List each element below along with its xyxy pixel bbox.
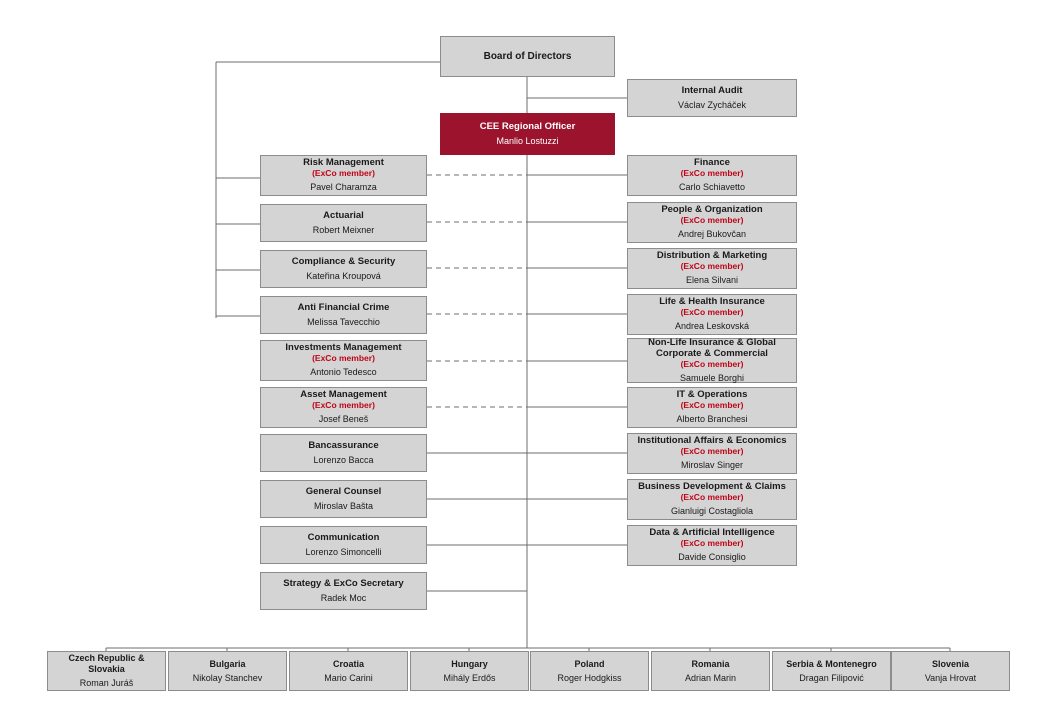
- node-exco-label: (ExCo member): [680, 358, 744, 369]
- node-internal-audit[interactable]: [627, 79, 797, 117]
- node-title: Asset Management: [300, 389, 387, 401]
- node-exco-label: (ExCo member): [312, 400, 375, 411]
- node-person: Robert Meixner: [312, 224, 375, 235]
- node-title: Serbia & Montenegro: [786, 658, 877, 669]
- node-title: CEE Regional Officer: [479, 120, 576, 132]
- node-title: Bancassurance: [308, 439, 379, 451]
- node-person: Manlio Lostuzzi: [496, 135, 559, 146]
- node-life-and-health-insurance[interactable]: [627, 294, 797, 335]
- node-title: Life & Health Insurance: [659, 296, 765, 308]
- node-title: Internal Audit: [681, 84, 743, 96]
- node-person: Roger Hodgkiss: [557, 673, 622, 683]
- node-title: Risk Management: [303, 157, 384, 169]
- node-person: Pavel Charamza: [310, 182, 377, 193]
- node-person: Andrea Leskovská: [674, 321, 750, 332]
- node-exco-label: (ExCo member): [312, 168, 375, 179]
- node-title: General Counsel: [305, 485, 382, 497]
- node-investments-management[interactable]: [260, 340, 427, 381]
- node-compliance-and-security[interactable]: [260, 250, 427, 288]
- node-title: Compliance & Security: [291, 255, 396, 267]
- node-cee-regional-officer[interactable]: [440, 113, 615, 155]
- node-person: Josef Beneš: [318, 414, 369, 425]
- node-country-czech-republic-slovakia[interactable]: [47, 651, 166, 691]
- node-title: Finance: [694, 157, 730, 169]
- node-actuarial[interactable]: [260, 204, 427, 242]
- node-exco-label: (ExCo member): [680, 168, 744, 179]
- node-title: People & Organization: [661, 204, 763, 216]
- node-general-counsel[interactable]: [260, 480, 427, 518]
- node-people-and-organization[interactable]: [627, 202, 797, 243]
- node-institutional-affairs-and-economics[interactable]: [627, 433, 797, 474]
- node-country-poland[interactable]: [530, 651, 649, 691]
- node-exco-label: (ExCo member): [680, 215, 744, 226]
- node-person: Andrej Bukovčan: [677, 229, 747, 240]
- node-risk-management[interactable]: [260, 155, 427, 196]
- node-title: Croatia: [332, 658, 364, 669]
- node-person: Václav Zycháček: [677, 99, 747, 110]
- node-title: Distribution & Marketing: [656, 250, 768, 262]
- node-exco-label: (ExCo member): [312, 353, 375, 364]
- node-title: Institutional Affairs & Economics: [637, 435, 787, 447]
- node-title: Poland: [574, 658, 605, 669]
- node-title: Board of Directors: [483, 50, 572, 62]
- node-title: Non-Life Insurance & Global Corporate & Commercial: [648, 337, 776, 359]
- node-country-slovenia[interactable]: [891, 651, 1010, 691]
- node-title: Strategy & ExCo Secretary: [283, 577, 404, 589]
- node-person: Carlo Schiavetto: [678, 182, 746, 193]
- node-person: Radek Moc: [320, 592, 367, 603]
- node-title: Slovenia: [931, 658, 969, 669]
- node-title: Romania: [691, 658, 730, 669]
- node-person: Davide Consiglio: [678, 552, 746, 563]
- node-board-of-directors[interactable]: [440, 36, 615, 77]
- node-person: Adrian Marin: [684, 673, 737, 683]
- node-person: Mario Carini: [324, 673, 373, 683]
- node-person: Dragan Filipović: [799, 673, 864, 683]
- node-person: Miroslav Singer: [680, 460, 744, 471]
- node-anti-financial-crime[interactable]: [260, 296, 427, 334]
- node-country-hungary[interactable]: [410, 651, 529, 691]
- node-distribution-and-marketing[interactable]: [627, 248, 797, 289]
- node-country-serbia-montenegro[interactable]: [772, 651, 891, 691]
- node-person: Nikolay Stanchev: [192, 673, 263, 683]
- node-title: Czech Republic & Slovakia: [68, 653, 145, 674]
- node-title: Hungary: [451, 658, 488, 669]
- node-country-croatia[interactable]: [289, 651, 408, 691]
- node-data-and-artificial-intelligence[interactable]: [627, 525, 797, 566]
- node-strategy-and-exco-secretary[interactable]: [260, 572, 427, 610]
- node-bancassurance[interactable]: [260, 434, 427, 472]
- node-person: Melissa Tavecchio: [307, 316, 380, 327]
- node-title: Investments Management: [285, 342, 402, 354]
- node-exco-label: (ExCo member): [680, 307, 744, 318]
- node-exco-label: (ExCo member): [680, 492, 744, 503]
- node-title: IT & Operations: [676, 389, 748, 401]
- node-country-bulgaria[interactable]: [168, 651, 287, 691]
- node-person: Miroslav Bašta: [313, 500, 374, 511]
- node-communication[interactable]: [260, 526, 427, 564]
- node-title: Actuarial: [323, 209, 364, 221]
- node-title: Communication: [307, 531, 380, 543]
- node-person: Alberto Branchesi: [676, 414, 748, 425]
- node-exco-label: (ExCo member): [680, 538, 744, 549]
- node-person: Lorenzo Simoncelli: [305, 546, 382, 557]
- node-person: Roman Juráš: [79, 678, 134, 689]
- node-title: Bulgaria: [209, 658, 246, 669]
- node-non-life-insurance-and-global-corporate-and-commercial[interactable]: [627, 338, 797, 383]
- node-asset-management[interactable]: [260, 387, 427, 428]
- node-person: Vanja Hrovat: [924, 673, 977, 683]
- node-title: Data & Artificial Intelligence: [649, 527, 775, 539]
- node-person: Lorenzo Bacca: [313, 454, 374, 465]
- node-person: Kateřina Kroupová: [306, 270, 381, 281]
- node-person: Samuele Borghi: [679, 372, 745, 383]
- node-title: Business Development & Claims: [638, 481, 786, 493]
- node-person: Mihály Erdős: [443, 673, 496, 683]
- node-exco-label: (ExCo member): [680, 261, 744, 272]
- node-finance[interactable]: [627, 155, 797, 196]
- node-person: Elena Silvani: [685, 275, 739, 286]
- node-exco-label: (ExCo member): [680, 400, 744, 411]
- node-person: Gianluigi Costagliola: [670, 506, 754, 517]
- node-title: Anti Financial Crime: [297, 301, 390, 313]
- node-it-and-operations[interactable]: [627, 387, 797, 428]
- node-country-romania[interactable]: [651, 651, 770, 691]
- node-exco-label: (ExCo member): [680, 446, 744, 457]
- node-person: Antonio Tedesco: [310, 367, 377, 378]
- node-business-development-and-claims[interactable]: [627, 479, 797, 520]
